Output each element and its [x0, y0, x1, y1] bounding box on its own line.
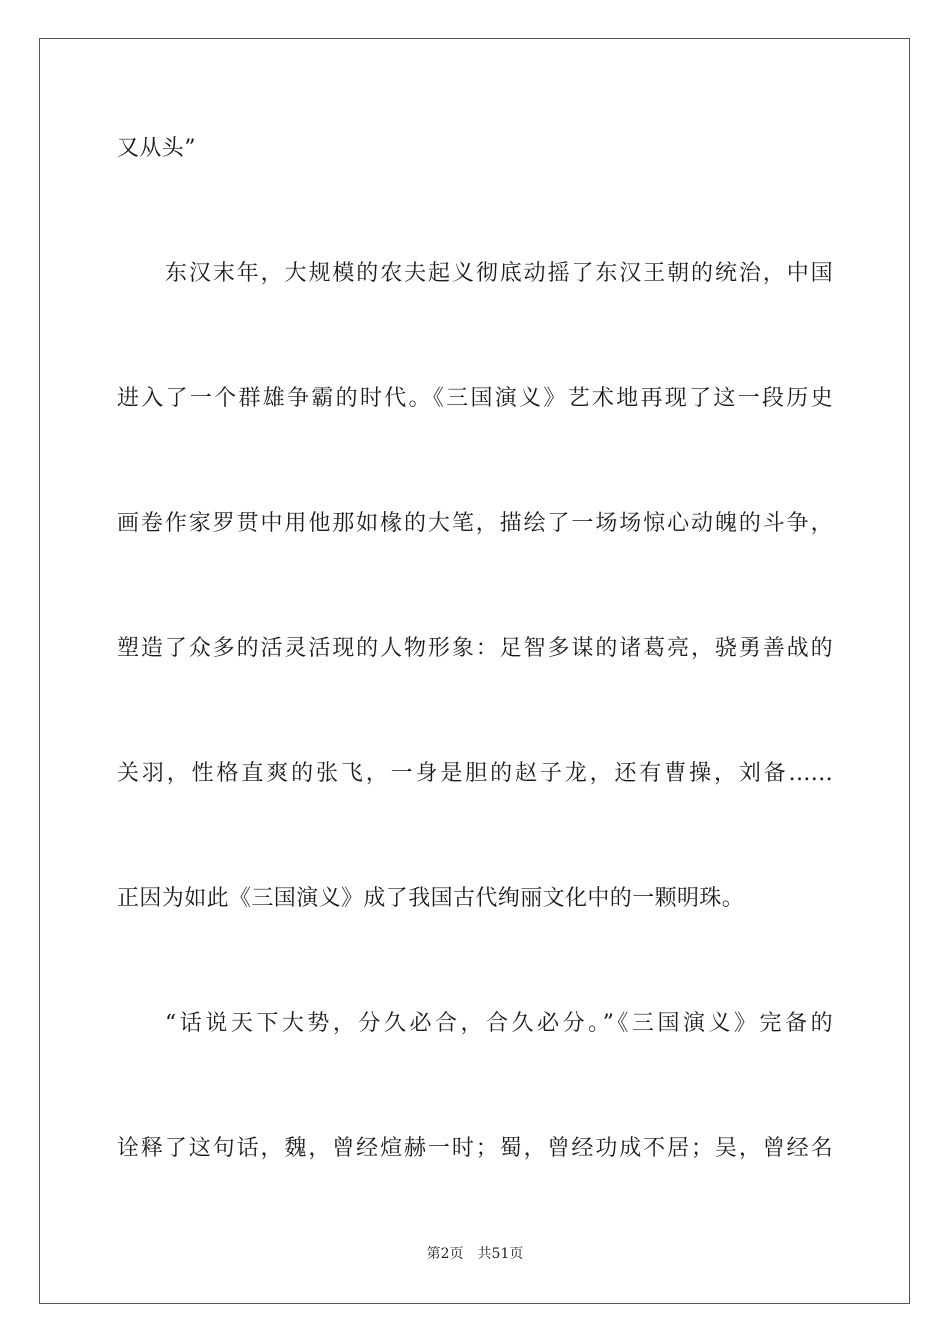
text-line-7: 正因为如此《三国演义》成了我国古代绚丽文化中的一颗明珠。: [117, 886, 745, 911]
text-line-5: 塑造了众多的活灵活现的人物形象：足智多谋的诸葛亮，骁勇善战的: [117, 636, 833, 661]
text-line-8: “话说天下大势，分久必合，合久必分。”《三国演义》完备的: [165, 1011, 833, 1036]
text-line-1: 又从头”: [117, 136, 196, 161]
text-line-3: 进入了一个群雄争霸的时代。《三国演义》艺术地再现了这一段历史: [117, 386, 833, 411]
text-line-2: 东汉末年，大规模的农夫起义彻底动摇了东汉王朝的统治，中国: [165, 261, 833, 286]
text-line-9: 诠释了这句话，魏，曾经煊赫一时；蜀，曾经功成不居；吴，曾经名: [117, 1136, 833, 1161]
text-line-4: 画卷作家罗贯中用他那如椽的大笔，描绘了一场场惊心动魄的斗争，: [117, 511, 833, 536]
text-line-6: 关羽，性格直爽的张飞，一身是胆的赵子龙，还有曹操，刘备......: [117, 761, 833, 786]
page-number: 第2页: [426, 1246, 464, 1262]
page-total: 共51页: [477, 1246, 524, 1262]
page-footer: [0, 1245, 950, 1263]
page-border: [39, 38, 910, 1304]
